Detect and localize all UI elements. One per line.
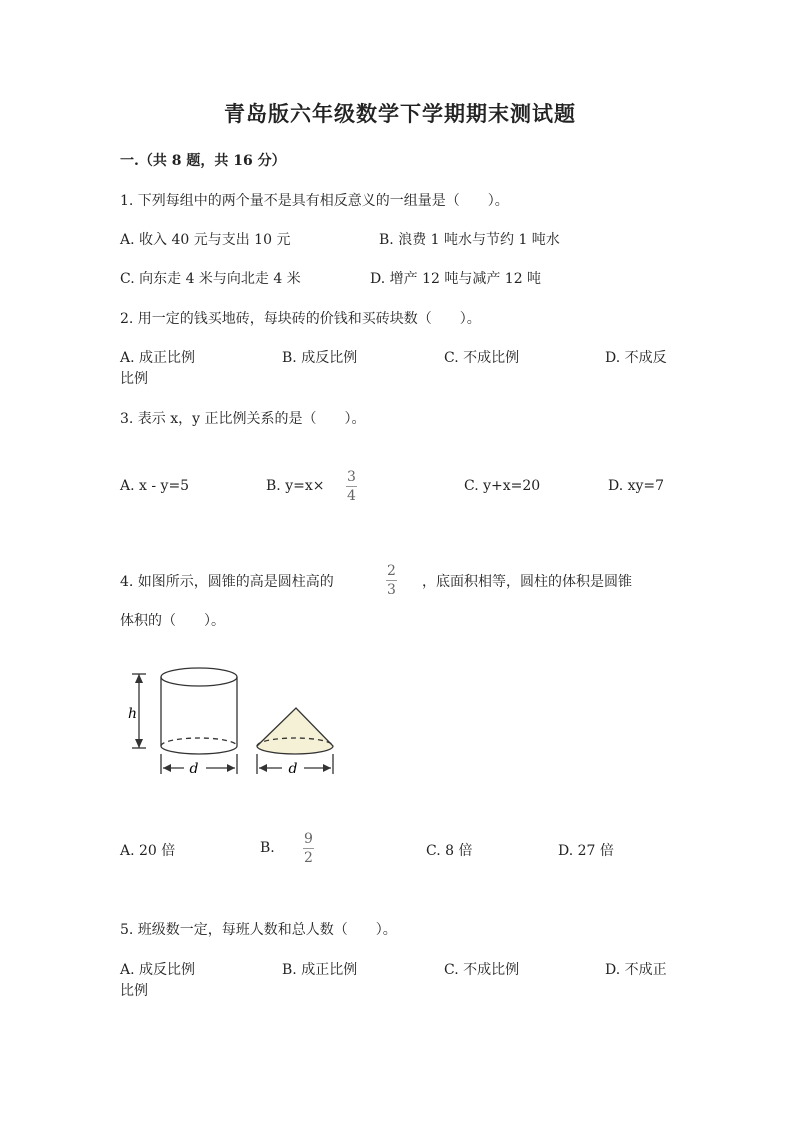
question-4-stem-part2: ，底面积相等，圆柱的体积是圆锥 [422,574,632,590]
fraction-denominator: 4 [347,488,356,504]
q2-option-d-wrap: 比例 [120,371,148,387]
q4-fraction [386,562,397,599]
q2-option-a[interactable]: A. 成正比例 [120,350,196,366]
q2-option-d[interactable]: D. 不成反 [605,350,667,366]
section-heading: 一.（共 8 题，共 16 分） [120,153,286,169]
cone-body [257,708,333,754]
question-4-stem-part3: 体积的（ ）。 [120,613,225,629]
q2-option-b[interactable]: B. 成反比例 [282,350,358,366]
fraction-numerator: 2 [387,563,396,579]
q4-option-d[interactable]: D. 27 倍 [558,843,614,859]
label-d-cylinder: d [189,761,199,777]
q4-option-a[interactable]: A. 20 倍 [120,843,176,859]
q2-option-c[interactable]: C. 不成比例 [444,350,520,366]
fraction-denominator: 2 [304,850,313,866]
page-title: 青岛版六年级数学下学期期末测试题 [224,101,576,126]
q5-option-c[interactable]: C. 不成比例 [444,962,520,978]
q3-option-a[interactable]: A. x - y=5 [120,478,190,494]
cylinder-bottom-front [161,746,237,754]
q3-option-c[interactable]: C. y+x=20 [464,478,541,494]
fraction-denominator: 3 [387,582,396,598]
fraction-numerator: 3 [347,469,356,485]
question-1-stem: 1. 下列每组中的两个量不是具有相反意义的一组量是（ ）。 [120,193,509,209]
q5-option-d-wrap: 比例 [120,983,148,999]
cylinder-bottom-back [161,738,237,746]
question-4-stem-part1: 4. 如图所示，圆锥的高是圆柱高的 [120,574,334,590]
q1-option-b[interactable]: B. 浪费 1 吨水与节约 1 吨水 [379,232,560,248]
cylinder-cone-figure [120,662,340,782]
q3-fraction [346,468,357,505]
q4-option-b-fraction [303,830,314,867]
question-5-stem: 5. 班级数一定，每班人数和总人数（ ）。 [120,922,397,938]
q5-option-d[interactable]: D. 不成正 [605,962,667,978]
fraction-numerator: 9 [304,831,313,847]
question-2-stem: 2. 用一定的钱买地砖，每块砖的价钱和买砖块数（ ）。 [120,311,481,327]
q4-option-c[interactable]: C. 8 倍 [426,843,473,859]
q4-option-b[interactable]: B. [260,840,275,856]
q1-option-c[interactable]: C. 向东走 4 米与向北走 4 米 [120,271,301,287]
q5-option-a[interactable]: A. 成反比例 [120,962,196,978]
q1-option-a[interactable]: A. 收入 40 元与支出 10 元 [120,232,291,248]
label-d-cone: d [288,761,298,777]
q1-option-d[interactable]: D. 增产 12 吨与减产 12 吨 [370,271,542,287]
question-3-stem: 3. 表示 x，y 正比例关系的是（ ）。 [120,411,366,427]
q3-option-b[interactable]: B. y=x× [266,478,325,494]
label-h: h [127,706,137,722]
q5-option-b[interactable]: B. 成正比例 [282,962,358,978]
q3-option-d[interactable]: D. xy=7 [608,478,665,494]
cylinder-top-ellipse [161,668,237,686]
